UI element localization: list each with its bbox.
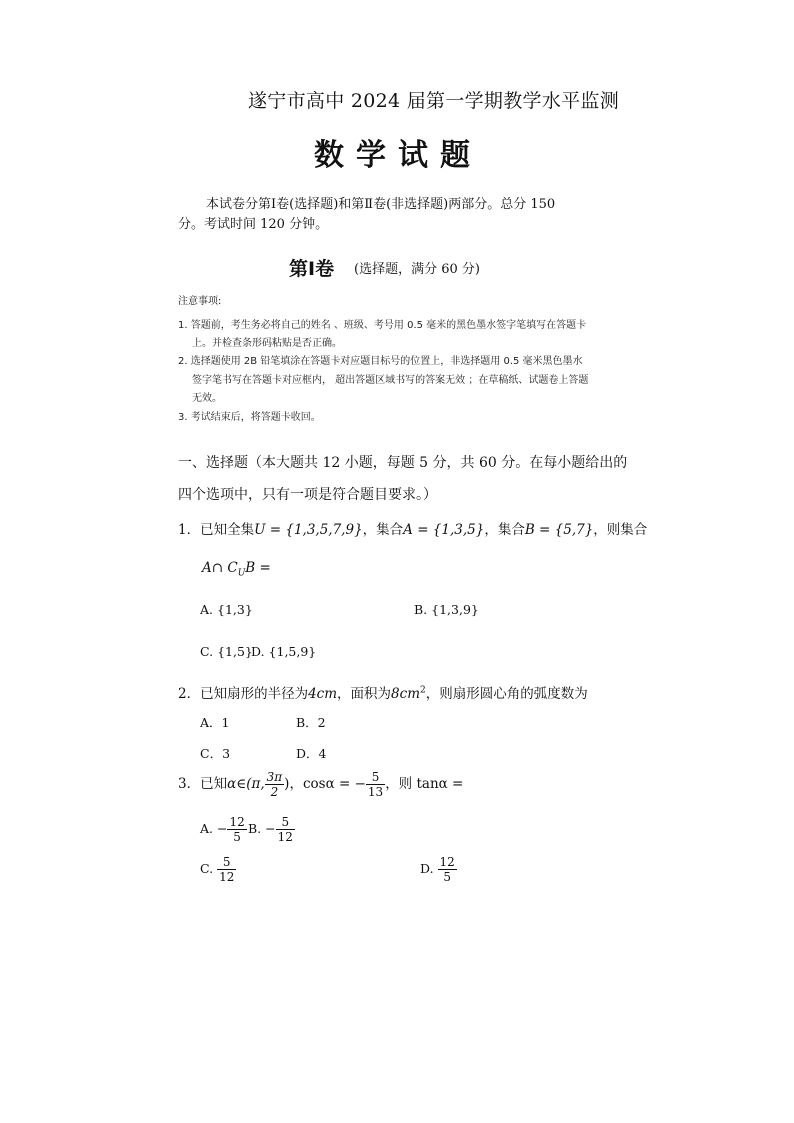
q1-d-value: {1,5,9} bbox=[268, 644, 317, 659]
q3-fraction-5-13 bbox=[366, 770, 385, 799]
q3-b-sign: − bbox=[265, 821, 276, 836]
q3-a-sign: − bbox=[217, 821, 228, 836]
question-1-stem bbox=[178, 518, 647, 538]
note-1-line-1: 1. 答题前，考生务必将自己的姓名 、班级、考号用 0.5 毫米的黑色墨水签字笔填写在答题卡 bbox=[178, 320, 587, 331]
page-title: 数学试题 bbox=[314, 138, 482, 173]
q3-fraction-3pi-2 bbox=[265, 770, 285, 799]
q3-a-fraction bbox=[227, 815, 246, 844]
q3-d-fraction bbox=[438, 855, 457, 884]
q3-alpha-in: α∈(π, bbox=[227, 776, 265, 792]
q3-b-label: B. bbox=[248, 821, 262, 836]
q1-suffix: ，则集合 bbox=[593, 522, 648, 538]
note-3: 3. 考试结束后，将答题卡收回。 bbox=[178, 412, 321, 423]
q3-d-num: 12 bbox=[439, 855, 455, 869]
q3-d-den: 5 bbox=[443, 870, 451, 884]
q1-c-value: {1,5} bbox=[217, 644, 253, 659]
part1-title: 第Ⅰ卷 bbox=[289, 258, 335, 280]
q3-option-d[interactable] bbox=[420, 855, 457, 884]
q3-d-label: D. bbox=[420, 861, 434, 876]
q2-option-b[interactable]: B．2 bbox=[296, 715, 326, 730]
q2-option-d[interactable]: D．4 bbox=[296, 746, 327, 761]
q1-expr-tail: B = bbox=[245, 560, 271, 576]
q1-set-b: B = {5,7} bbox=[524, 522, 594, 538]
q2-area: 8cm bbox=[391, 686, 420, 702]
q2-option-c[interactable]: C．3 bbox=[200, 746, 231, 761]
question-2-stem bbox=[178, 682, 588, 702]
q3-option-b[interactable] bbox=[248, 815, 295, 844]
section1-line-2: 四个选项中，只有一项是符合题目要求。） bbox=[178, 487, 437, 503]
q1-a-value: {1,3} bbox=[217, 602, 253, 617]
q3-suffix: ，则 tanα = bbox=[385, 776, 464, 792]
q3-c-num: 5 bbox=[217, 855, 236, 870]
intro-line-1: 本试卷分第Ⅰ卷(选择题)和第Ⅱ卷(非选择题)两部分。总分 150 bbox=[206, 197, 556, 212]
q1-set-u: U = {1,3,5,7,9} bbox=[254, 522, 363, 538]
school-heading: 遂宁市高中 2024 届第一学期教学水平监测 bbox=[248, 90, 620, 112]
q1-a-label: A. bbox=[200, 602, 214, 617]
q3-f2-num: 5 bbox=[366, 770, 385, 785]
q1-expr-sub: U bbox=[237, 568, 246, 579]
q3-c-den: 12 bbox=[219, 870, 235, 884]
q1-expression bbox=[202, 560, 271, 579]
q3-close: ) bbox=[284, 776, 290, 792]
note-2-line-1: 2. 选择题使用 2B 铅笔填涂在答题卡对应题目标号的位置上，非选择题用 0.5 毫米黑色墨水 bbox=[178, 356, 583, 367]
section1-line-1: 一、选择题（本大题共 12 小题，每题 5 分，共 60 分。在每小题给出的 bbox=[178, 455, 628, 471]
q2-suffix: ，则扇形圆心角的弧度数为 bbox=[425, 686, 588, 702]
notes-heading: 注意事项: bbox=[178, 296, 222, 307]
q3-a-num: 12 bbox=[229, 815, 245, 829]
q1-expr: A∩ C bbox=[202, 560, 238, 576]
q1-option-c[interactable] bbox=[200, 644, 253, 659]
q3-f1-den: 2 bbox=[270, 785, 279, 799]
q3-b-fraction bbox=[276, 815, 295, 844]
q3-cos-part: ，cosα = − bbox=[289, 776, 366, 792]
q1-option-d[interactable] bbox=[251, 644, 316, 659]
q1-mid1: ，集合 bbox=[362, 522, 404, 538]
q2-radius: 4cm bbox=[308, 686, 338, 702]
q1-mid2: ，集合 bbox=[484, 522, 525, 538]
note-2-line-2: 签字笔书写在答题卡对应框内， 超出答题区域书写的答案无效 ；在草稿纸、试题卷上答题 bbox=[192, 375, 589, 386]
q3-b-den: 12 bbox=[277, 830, 293, 844]
note-2-line-3: 无效。 bbox=[192, 393, 222, 404]
q3-c-label: C. bbox=[200, 861, 214, 876]
q3-prefix: 3．已知 bbox=[178, 776, 228, 792]
note-1-line-2: 上。并检查条形码粘贴是否正确。 bbox=[192, 338, 342, 349]
q2-area-sup: 2 bbox=[420, 685, 426, 696]
q1-b-label: B. bbox=[414, 602, 428, 617]
q3-a-den: 5 bbox=[233, 830, 241, 844]
q3-a-label: A. bbox=[200, 821, 214, 836]
q3-b-num: 5 bbox=[276, 815, 295, 830]
q1-d-label: D. bbox=[251, 644, 265, 659]
intro-line-2: 分。考试时间 120 分钟。 bbox=[178, 217, 329, 232]
part1-subtitle: (选择题，满分 60 分) bbox=[354, 262, 480, 277]
q1-b-value: {1,3,9} bbox=[431, 602, 479, 617]
q2-option-a[interactable]: A．1 bbox=[200, 715, 230, 730]
q1-prefix: 1．已知全集 bbox=[178, 522, 255, 538]
q2-prefix: 2．已知扇形的半径为 bbox=[178, 686, 309, 702]
q1-option-a[interactable] bbox=[200, 602, 253, 617]
q1-c-label: C. bbox=[200, 644, 214, 659]
q2-mid: ，面积为 bbox=[337, 686, 392, 702]
q3-c-fraction bbox=[217, 855, 236, 884]
q3-f1-num: 3π bbox=[266, 770, 283, 784]
q3-f2-den: 13 bbox=[367, 785, 384, 799]
q3-option-a[interactable] bbox=[200, 815, 247, 844]
q1-set-a: A = {1,3,5} bbox=[403, 522, 485, 538]
q1-option-b[interactable] bbox=[414, 602, 479, 617]
q3-option-c[interactable] bbox=[200, 855, 236, 884]
question-3-stem bbox=[178, 770, 463, 799]
